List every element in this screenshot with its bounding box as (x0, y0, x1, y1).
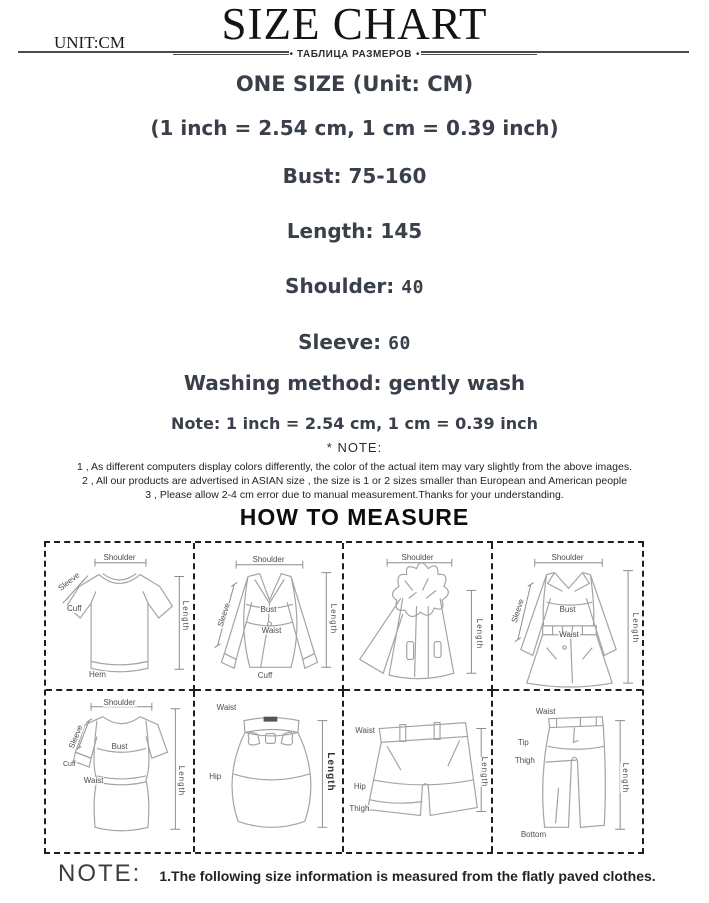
footer-note-text: 1.The following size information is measured from the flatly paved clothes. (159, 868, 656, 884)
diagram-cell-trench-coat (493, 543, 642, 691)
conversion-line: (1 inch = 2.54 cm, 1 cm = 0.39 inch) (150, 116, 559, 140)
note-conversion-line: Note: 1 inch = 2.54 cm, 1 cm = 0.39 inch (171, 414, 538, 433)
measure-label-shoulder: Shoulder (103, 698, 136, 707)
diagram-cell-fur-coat (344, 543, 493, 691)
diagram-cell-dress (46, 691, 195, 852)
measure-label-waist: Waist (83, 776, 104, 785)
unit-label: UNIT:CM (54, 33, 125, 52)
dress-icon (46, 691, 193, 852)
bullet-icon: • (415, 49, 420, 60)
measure-label-length: Length (181, 600, 190, 632)
disclaimer-block (0, 440, 709, 502)
measure-label-bottom: Bottom (520, 830, 547, 839)
disclaimer-line-1: 1 , As different computers display colors differently, the color of the actual item may vary slightly from the above images. (76, 461, 632, 473)
subtitle-russian: ТАБЛИЦА РАЗМЕРОВ (294, 49, 415, 60)
measure-label-length: Length (480, 756, 489, 787)
footer-note (58, 860, 656, 888)
footer-note-label: NOTE: (58, 860, 142, 887)
shoulder-value: 40 (401, 277, 424, 298)
measure-label-bust: Bust (111, 742, 128, 751)
measure-label-bust: Bust (260, 605, 277, 614)
measure-label-waist: Waist (559, 630, 579, 639)
measure-label-cuff: Cuff (63, 761, 76, 768)
diagram-cell-tshirt (46, 543, 195, 691)
shoulder-label: Shoulder: (285, 274, 395, 298)
measure-label-shoulder: Shoulder (551, 553, 584, 562)
how-to-measure-heading: HOW TO MEASURE (239, 504, 470, 530)
one-size-line: ONE SIZE (Unit: CM) (235, 72, 474, 96)
disclaimer-line-2: 2 , All our products are advertised in ASIAN size , the size is 1 or 2 sizes smaller than European and American people (81, 475, 628, 487)
diagram-cell-pants (493, 691, 642, 852)
shorts-icon (344, 691, 491, 852)
measure-label-hem: Hem (89, 670, 106, 679)
bullet-icon: • (289, 49, 294, 60)
disclaimer-heading: * NOTE: (326, 440, 383, 455)
measure-label-sleeve: Sleeve (56, 570, 82, 593)
measure-label-thigh: Thigh (514, 756, 535, 765)
measure-label-shoulder: Shoulder (103, 553, 136, 562)
tshirt-icon (46, 543, 193, 689)
measure-label-length: Length (475, 618, 484, 649)
shoulder-line (0, 274, 709, 300)
fur-coat-icon (344, 543, 491, 689)
sleeve-line (0, 330, 709, 356)
washing-line: Washing method: gently wash (183, 371, 526, 395)
measure-label-bust: Bust (559, 605, 576, 614)
diagram-cell-shorts (344, 691, 493, 852)
subtitle-line-left (173, 54, 289, 55)
blazer-icon (195, 543, 342, 689)
measure-diagram-grid (44, 541, 644, 854)
measure-label-cuff: Cuff (257, 671, 273, 680)
measure-label-sleeve: Sleeve (215, 601, 232, 628)
measure-label-length: Length (621, 762, 630, 794)
bust-line: Bust: 75-160 (282, 164, 427, 188)
measure-label-tip: Tip (517, 738, 529, 747)
measure-label-sleeve: Sleeve (509, 597, 526, 624)
measure-label-waist: Waist (261, 626, 282, 635)
measure-label-waist: Waist (355, 726, 375, 735)
measure-label-shoulder: Shoulder (252, 555, 285, 564)
measure-label-length: Length (325, 751, 336, 792)
measure-label-shoulder: Shoulder (401, 553, 434, 562)
measure-label-cuff: Cuff (67, 604, 82, 613)
disclaimer-line-3: 3 , Please allow 2-4 cm error due to manual measurement.Thanks for your understanding. (145, 489, 564, 501)
length-line: Length: 145 (286, 219, 423, 243)
spec-list (0, 72, 709, 436)
subtitle-row (0, 49, 709, 60)
sleeve-label: Sleeve: (298, 330, 382, 354)
page-title: SIZE CHART (221, 0, 488, 49)
diagram-cell-blazer (195, 543, 344, 691)
measure-label-hip: Hip (209, 772, 222, 781)
measure-label-sleeve: Sleeve (67, 723, 85, 750)
measure-label-length: Length (329, 603, 338, 635)
measure-label-waist: Waist (216, 703, 237, 712)
sleeve-value: 60 (388, 333, 411, 354)
subtitle-line-right (421, 54, 537, 55)
measure-label-length: Length (631, 612, 640, 643)
measure-label-length: Length (177, 765, 186, 797)
measure-label-waist: Waist (535, 707, 556, 716)
diagram-cell-skirt (195, 691, 344, 852)
measure-label-hip: Hip (353, 782, 366, 791)
measure-label-thigh: Thigh (349, 804, 370, 813)
